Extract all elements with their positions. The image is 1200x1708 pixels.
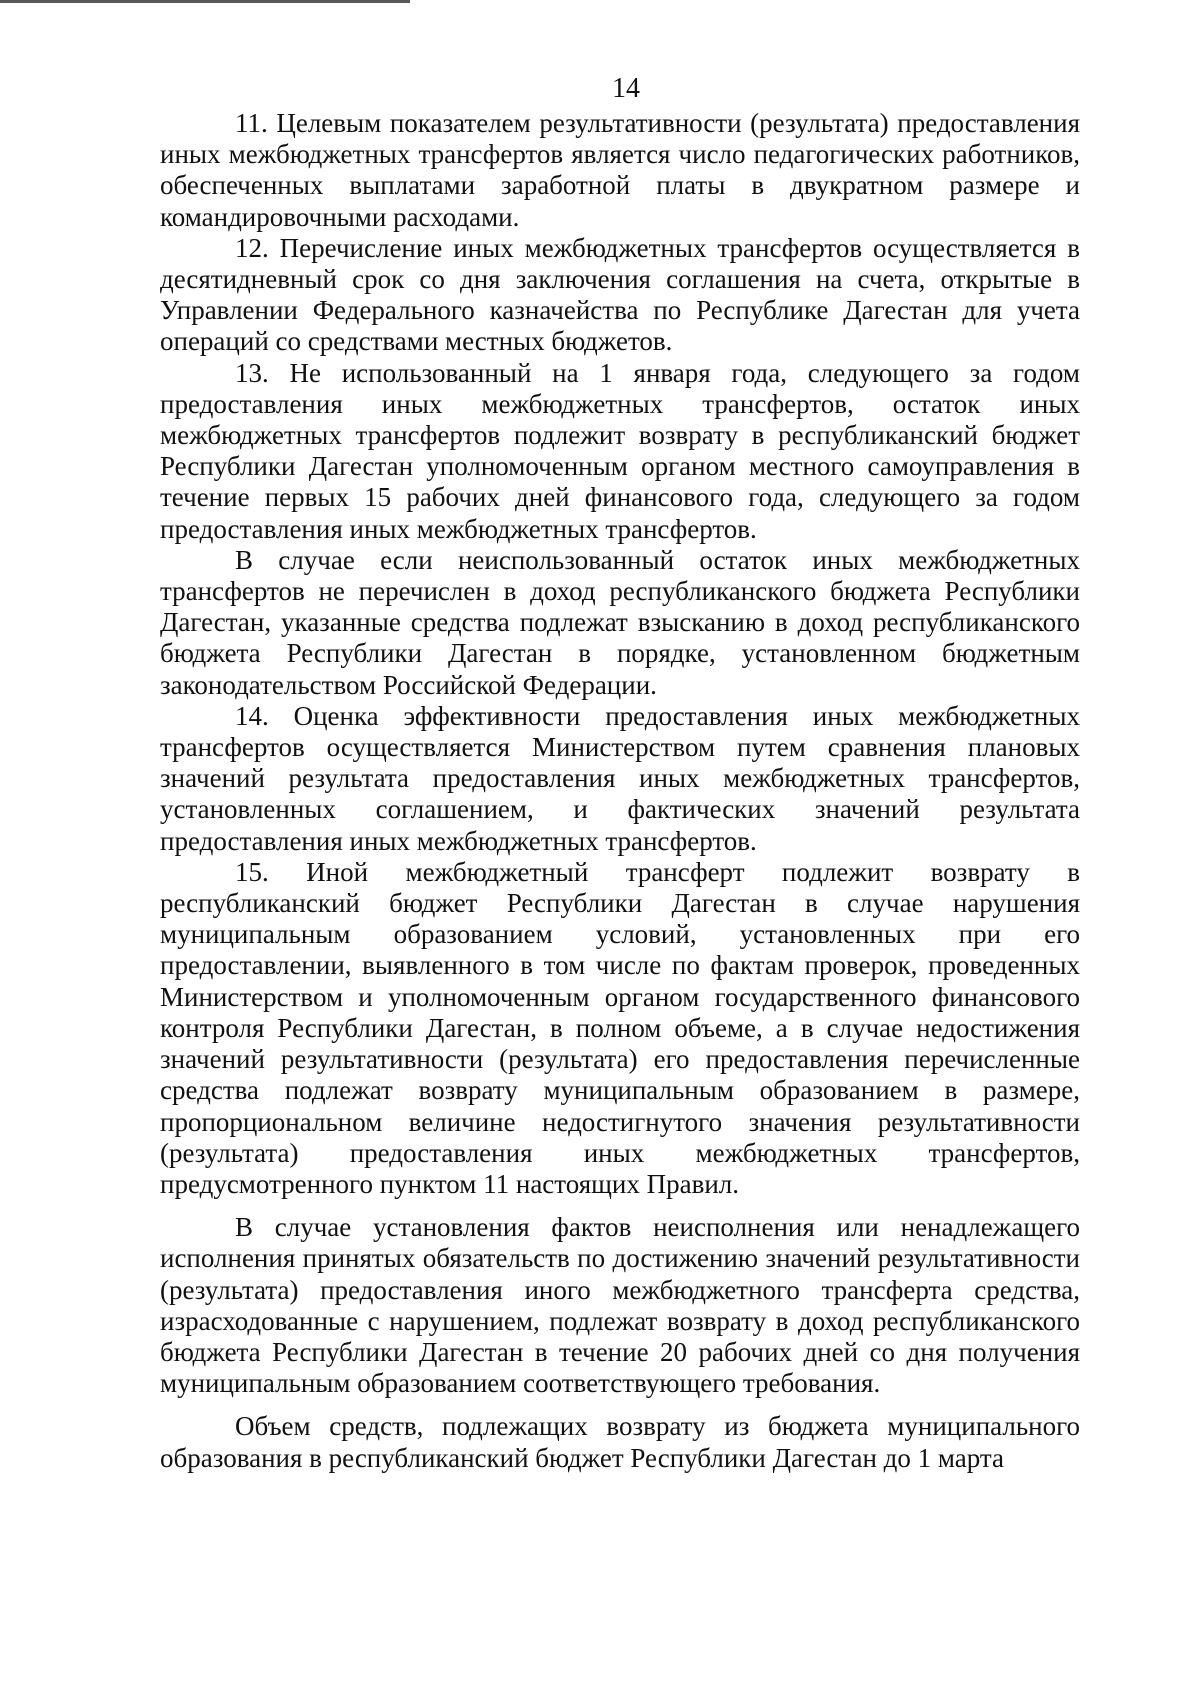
page-number: 14 (612, 73, 640, 104)
paragraph-12: 12. Перечисление иных межбюджетных трансфертов осуществляется в десятидневный срок со дня заключения соглашения на счета, открытые в Управлении Федерального казначейства по Республике Дагестан для учета операций со средствами местных бюджетов. (160, 232, 1080, 357)
paragraph-15-refund-volume: Объем средств, подлежащих возврату из бюджета муниципального образования в республиканский бюджет Республики Дагестан до 1 марта (160, 1411, 1080, 1473)
paragraph-15-violations: В случае установления фактов неисполнения или ненадлежащего исполнения принятых обязательств по достижению значений результативности (результата) предоставления иного межбюджетного трансферта средства, израсходованные с нарушением, подлежат возврату в доход республиканского бюджета Республики Дагестан в течение 20 рабочих дней со дня получения муниципальным образованием соответствующего требования. (160, 1212, 1080, 1399)
document-body (160, 108, 1080, 1474)
paragraph-14: 14. Оценка эффективности предоставления иных межбюджетных трансфертов осуществляется Министерством путем сравнения плановых значений результата предоставления иных межбюджетных трансфертов, установленных соглашением, и фактических значений результата предоставления иных межбюджетных трансфертов. (160, 700, 1080, 856)
paragraph-13: 13. Не использованный на 1 января года, следующего за годом предоставления иных межбюджетных трансфертов, остаток иных межбюджетных трансфертов подлежит возврату в республиканский бюджет Республики Дагестан уполномоченным органом местного самоуправления в течение первых 15 рабочих дней финансового года, следующего за годом предоставления иных межбюджетных трансфертов. (160, 357, 1080, 544)
scan-edge-line (0, 0, 410, 3)
paragraph-13-unused-balance: В случае если неиспользованный остаток иных межбюджетных трансфертов не перечислен в доход республиканского бюджета Республики Дагестан, указанные средства подлежат взысканию в доход республиканского бюджета Республики Дагестан в порядке, установленном бюджетным законодательством Российской Федерации. (160, 544, 1080, 700)
paragraph-11: 11. Целевым показателем результативности (результата) предоставления иных межбюджетных трансфертов является число педагогических работников, обеспеченных выплатами заработной платы в двукратном размере и командировочными расходами. (160, 108, 1080, 232)
paragraph-15: 15. Иной межбюджетный трансферт подлежит возврату в республиканский бюджет Республики Дагестан в случае нарушения муниципальным образованием условий, установленных при его предоставлении, выявленного в том числе по фактам проверок, проведенных Министерством и уполномоченным органом государственного финансового контроля Республики Дагестан, в полном объеме, а в случае недостижения значений результативности (результата) его предоставления перечисленные средства подлежат возврату муниципальным образованием в размере, пропорциональном величине недостигнутого значения результативности (результата) предоставления иных межбюджетных трансфертов, предусмотренного пунктом 11 настоящих Правил. (160, 856, 1080, 1199)
